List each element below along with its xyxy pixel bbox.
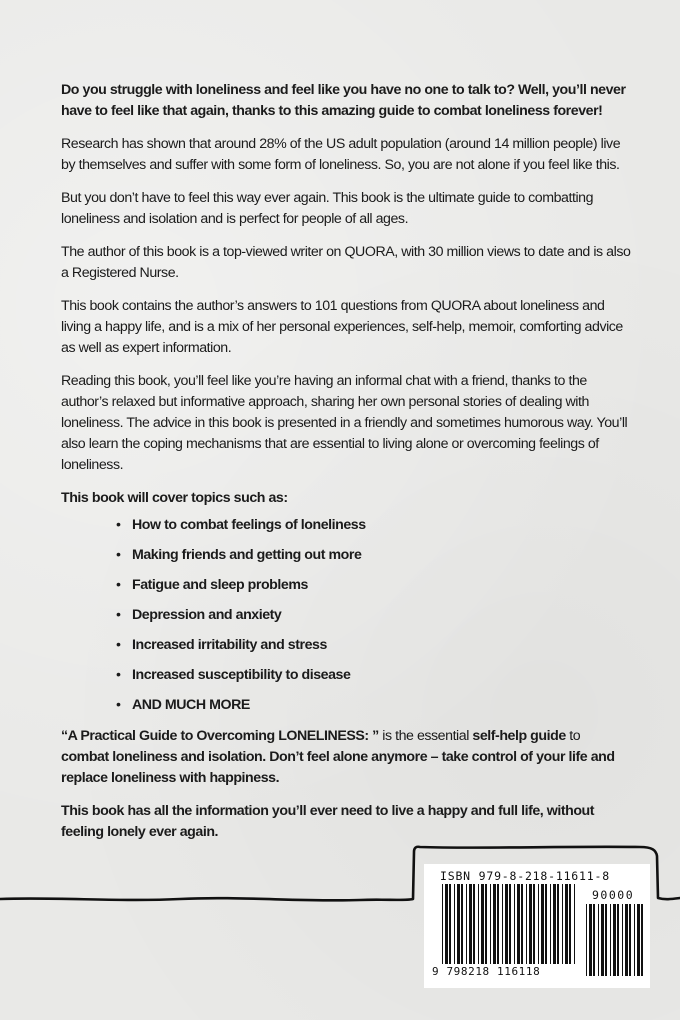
- barcode-bar: [514, 884, 515, 964]
- closing-connector-1: is the essential: [378, 728, 473, 744]
- barcode-bar: [610, 904, 611, 976]
- barcode-bar: [598, 904, 599, 976]
- list-item: • Making friends and getting out more: [116, 545, 631, 566]
- barcode-bar: [457, 884, 460, 964]
- barcode-bar: [449, 884, 451, 964]
- barcode-bar: [593, 904, 595, 976]
- barcode-bar: [526, 884, 527, 964]
- barcode-bar: [485, 884, 487, 964]
- barcode-bar: [569, 884, 571, 964]
- barcode-bar: [533, 884, 535, 964]
- barcode-bar: [502, 884, 503, 964]
- list-item: • Fatigue and sleep problems: [116, 575, 631, 596]
- barcode-bar: [538, 884, 539, 964]
- barcode-bar: [541, 884, 544, 964]
- barcode-bar: [553, 884, 556, 964]
- barcode-bar: [445, 884, 448, 964]
- barcode-bar: [481, 884, 484, 964]
- barcode-bar: [622, 904, 623, 976]
- barcode-bar: [557, 884, 559, 964]
- list-item: • Depression and anxiety: [116, 605, 631, 626]
- barcode-bar: [505, 884, 508, 964]
- barcode-bar: [473, 884, 475, 964]
- barcode-bar: [517, 884, 520, 964]
- final-paragraph: This book has all the information you’ll ever need to live a happy and full life, without feeling lonely ever again.: [61, 803, 595, 840]
- list-item: • AND MUCH MORE: [116, 695, 631, 716]
- barcode-bar: [562, 884, 563, 964]
- barcode-bar: [442, 884, 443, 964]
- isbn-label: ISBN 979-8-218-11611-8: [440, 869, 610, 883]
- barcode-bar: [634, 904, 635, 976]
- barcode-bar: [490, 884, 491, 964]
- barcode-box: [424, 864, 650, 988]
- topics-list: [61, 515, 631, 716]
- barcode-bar: [617, 904, 619, 976]
- barcode-bar: [565, 884, 568, 964]
- barcode-bar: [509, 884, 511, 964]
- price-code: 90000: [592, 888, 635, 902]
- book-title: “A Practical Guide to Overcoming LONELINESS: ”: [61, 728, 379, 744]
- barcode-bar: [641, 904, 643, 976]
- barcode-bar: [629, 904, 631, 976]
- barcode-bar: [469, 884, 472, 964]
- closing-paragraph: [61, 726, 631, 789]
- barcode-bar: [454, 884, 455, 964]
- ean-digits: 9 798218 116118: [432, 965, 541, 978]
- barcode-bar: [461, 884, 463, 964]
- body-paragraph-5: Reading this book, you’ll feel like you’re having an informal chat with a friend, thanks to the author’s relaxed but informative approach, sharing her own personal stories of dealing with loneliness. The advice in this book is presented in a friendly and sometimes humorous way. You’ll also learn the coping mechanisms that are essential to living alone or overcoming feelings of loneliness.: [61, 373, 628, 473]
- barcode-bar: [466, 884, 467, 964]
- barcode-bar: [605, 904, 607, 976]
- closing-connector-2: to: [565, 728, 581, 744]
- back-cover-text: [61, 80, 631, 855]
- body-paragraph-2: But you don’t have to feel this way ever again. This book is the ultimate guide to combatting loneliness and isolation and is perfect for people of all ages.: [61, 190, 594, 227]
- list-item: • Increased susceptibility to disease: [116, 665, 631, 686]
- topics-heading: This book will cover topics such as:: [61, 490, 288, 506]
- list-item: • How to combat feelings of loneliness: [116, 515, 631, 536]
- list-item: • Increased irritability and stress: [116, 635, 631, 656]
- barcode-bar: [637, 904, 640, 976]
- barcode-bar: [497, 884, 499, 964]
- closing-rest: combat loneliness and isolation. Don’t feel alone anymore – take control of your life and replace loneliness with happiness.: [61, 749, 615, 786]
- barcode-bar: [574, 884, 575, 964]
- barcode-bar: [586, 904, 587, 976]
- barcode-bar: [545, 884, 547, 964]
- intro-paragraph: Do you struggle with loneliness and feel like you have no one to talk to? Well, you’ll never have to feel like that again, thanks to this amazing guide to combat loneliness forever!: [61, 82, 626, 119]
- barcode-bar: [589, 904, 592, 976]
- barcode-bar: [529, 884, 532, 964]
- body-paragraph-1: Research has shown that around 28% of the US adult population (around 14 million people) live by themselves and suffer with some form of loneliness. So, you are not alone if you feel like this.: [61, 136, 621, 173]
- barcode-bar: [493, 884, 496, 964]
- body-paragraph-4: This book contains the author’s answers to 101 questions from QUORA about loneliness and living a happy life, and is a mix of her personal experiences, self-help, memoir, comforting advice as well as expert information.: [61, 298, 623, 356]
- barcode-bar: [521, 884, 523, 964]
- body-paragraph-3: The author of this book is a top-viewed writer on QUORA, with 30 million views to date and is also a Registered Nurse.: [61, 244, 631, 281]
- barcode-bar: [478, 884, 479, 964]
- self-help-phrase: self-help guide: [472, 728, 566, 744]
- barcode-bar: [625, 904, 628, 976]
- barcode-bar: [550, 884, 551, 964]
- barcode-bar: [601, 904, 604, 976]
- barcode-bar: [613, 904, 616, 976]
